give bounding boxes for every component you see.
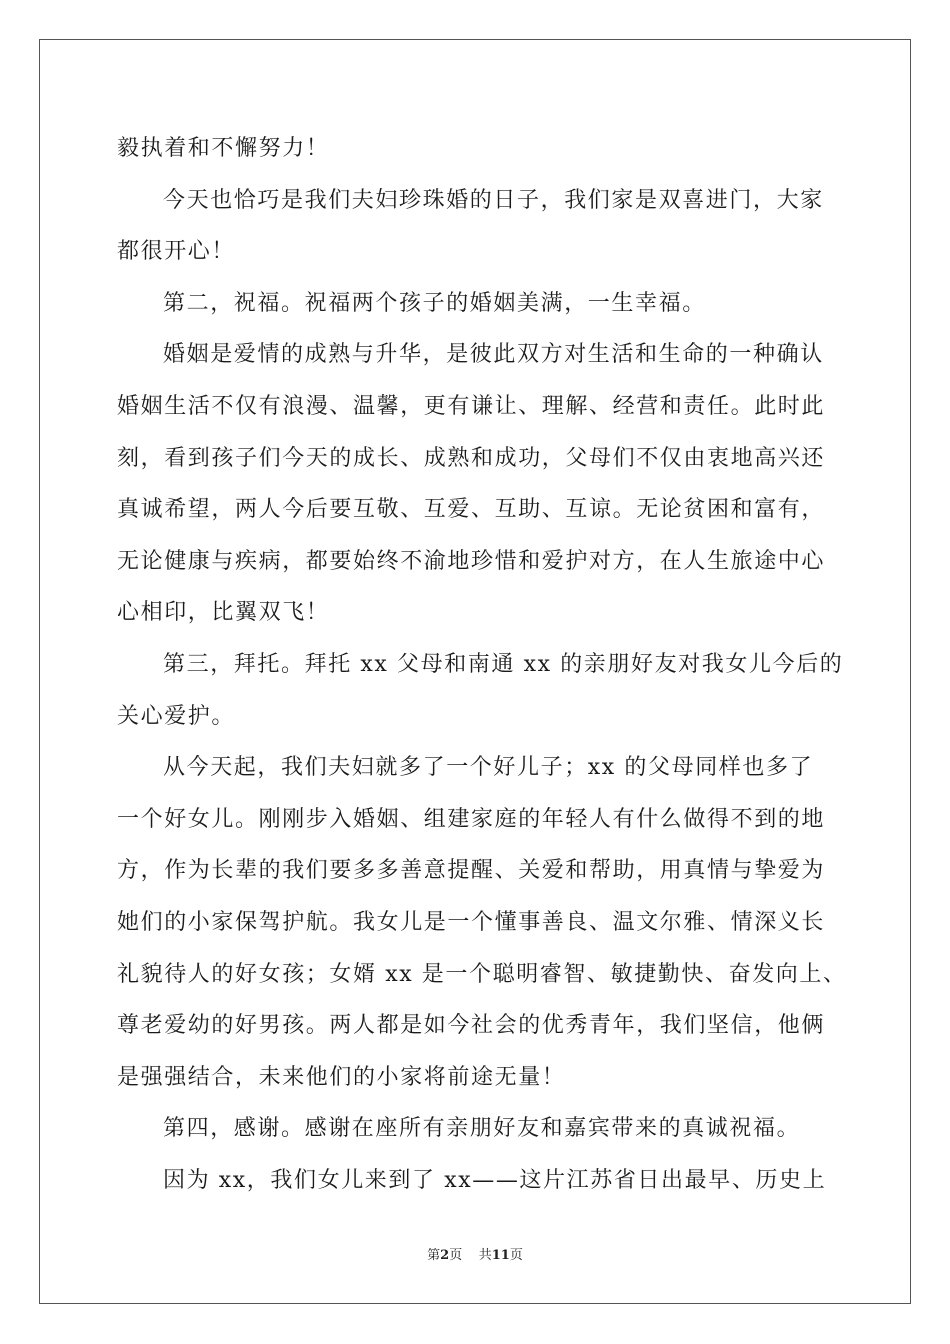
text-line: 方，作为长辈的我们要多多善意提醒、关爱和帮助，用真情与挚爱为 [117,858,826,884]
text-line: 婚姻生活不仅有浪漫、温馨，更有谦让、理解、经营和责任。此时此 [117,393,826,419]
text-line: 刻，看到孩子们今天的成长、成熟和成功，父母们不仅由衷地高兴还 [117,445,826,471]
text-line: 关心爱护。 [117,703,236,729]
document-body [117,123,847,1206]
text-line: 她们的小家保驾护航。我女儿是一个懂事善良、温文尔雅、情深义长 [117,909,826,935]
page-number: 2 [440,1248,450,1263]
text-line: 婚姻是爱情的成熟与升华，是彼此双方对生活和生命的一种确认 [163,342,824,368]
text-line: 因为 xx，我们女儿来到了 xx——这片江苏省日出最早、历史上 [163,1167,827,1193]
text-line: 第四，感谢。感谢在座所有亲朋好友和嘉宾带来的真诚祝福。 [163,1116,801,1142]
text-line: 尊老爱幼的好男孩。两人都是如今社会的优秀青年，我们坚信，他俩 [117,1013,826,1039]
total-pages: 11 [491,1248,510,1263]
text-line: 真诚希望，两人今后要互敬、互爱、互助、互谅。无论贫困和富有， [117,497,826,523]
total-prefix: 共 [478,1248,492,1263]
text-line: 从今天起，我们夫妇就多了一个好儿子；xx 的父母同样也多了 [163,755,814,781]
text-line: 第二，祝福。祝福两个孩子的婚姻美满，一生幸福。 [163,290,706,316]
text-line: 无论健康与疾病，都要始终不渝地珍惜和爱护对方，在人生旅途中心 [117,548,826,574]
text-line: 都很开心！ [117,239,236,265]
text-line: 毅执着和不懈努力！ [117,136,330,161]
total-suffix: 页 [509,1248,523,1263]
page-prefix: 第 [427,1248,441,1263]
text-line: 第三，拜托。拜托 xx 父母和南通 xx 的亲朋好友对我女儿今后的 [163,651,844,677]
text-line: 心相印，比翼双飞！ [117,600,330,626]
text-line: 一个好女儿。刚刚步入婚姻、组建家庭的年轻人有什么做得不到的地 [117,806,826,832]
text-line: 今天也恰巧是我们夫妇珍珠婚的日子，我们家是双喜进门，大家 [163,187,824,213]
page-footer [0,1248,950,1264]
page-suffix: 页 [449,1248,463,1263]
text-line: 是强强结合，未来他们的小家将前途无量！ [117,1064,566,1090]
text-line: 礼貌待人的好女孩；女婿 xx 是一个聪明睿智、敏捷勤快、奋发向上、 [117,961,847,987]
